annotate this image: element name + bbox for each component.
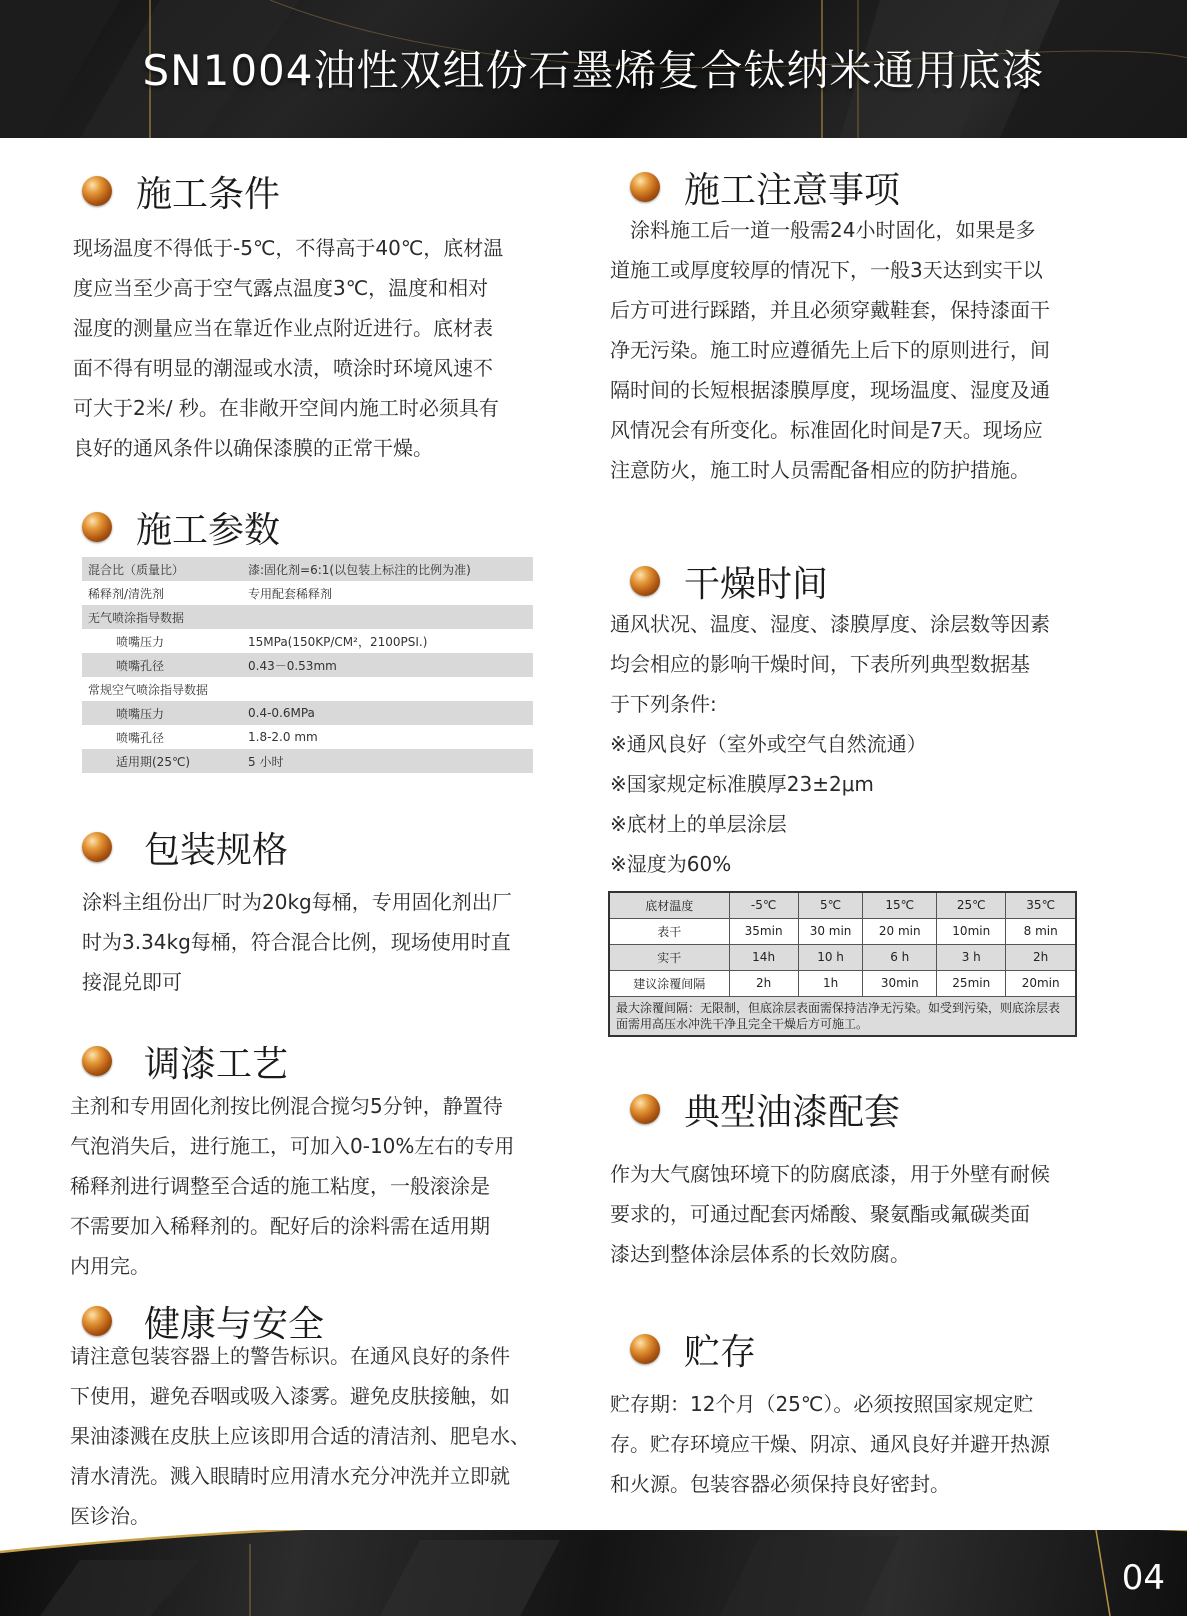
- drying-time-table: [608, 891, 1077, 1037]
- param-value: [242, 605, 533, 629]
- text-line: 清水清洗。溅入眼睛时应用清水充分冲洗并立即就: [70, 1464, 510, 1488]
- param-value: 5 小时: [242, 749, 533, 773]
- param-key: 常规空气喷涂指导数据: [88, 682, 209, 697]
- table-cell: 20 min: [863, 918, 937, 944]
- table-row: [609, 970, 1076, 996]
- text-line: 风情况会有所变化。标准固化时间是7天。现场应: [610, 418, 1043, 442]
- table-cell: 2h: [1006, 944, 1076, 970]
- bullet-ball-icon: [630, 566, 660, 596]
- table-header-row: [609, 892, 1076, 918]
- table-row: [82, 629, 533, 653]
- page-header: [0, 0, 1187, 138]
- param-key: 稀释剂/清洗剂: [88, 586, 165, 601]
- section-title: 典型油漆配套: [684, 1092, 901, 1133]
- table-row: [609, 944, 1076, 970]
- table-cell: 30min: [863, 970, 937, 996]
- text-line: 度应当至少高于空气露点温度3℃，温度和相对: [73, 276, 489, 300]
- text-line: 涂料施工后一道一般需24小时固化，如果是多: [610, 218, 1036, 242]
- bullet-ball-icon: [82, 1046, 112, 1076]
- section-mixing: [70, 1040, 562, 1286]
- table-header-cell: 底材温度: [609, 892, 729, 918]
- text-line: 内用完。: [70, 1254, 150, 1278]
- table-cell: 6 h: [863, 944, 937, 970]
- text-line: 果油漆溅在皮肤上应该即用合适的清洁剂、肥皂水、: [70, 1424, 530, 1448]
- text-line: 良好的通风条件以确保漆膜的正常干燥。: [73, 436, 433, 460]
- param-value: 0.43－0.53mm: [242, 653, 533, 677]
- section-body: [610, 1384, 1110, 1504]
- section-health-safety: [70, 1300, 562, 1536]
- text-line: ※通风良好（室外或空气自然流通）: [610, 732, 927, 756]
- section-title: 包装规格: [144, 830, 289, 871]
- text-line: 时为3.34kg每桶，符合混合比例，现场使用时直: [82, 930, 511, 954]
- section-title: 健康与安全: [144, 1304, 325, 1345]
- table-row: [82, 605, 533, 629]
- section-construction-params: [82, 506, 562, 554]
- section-title: 调漆工艺: [144, 1044, 289, 1085]
- text-line: 要求的，可通过配套丙烯酸、聚氨酯或氟碳类面: [610, 1202, 1030, 1226]
- bullet-ball-icon: [82, 176, 112, 206]
- text-line: 漆达到整体涂层体系的长效防腐。: [610, 1242, 910, 1266]
- text-line: 注意防火，施工时人员需配备相应的防护措施。: [610, 458, 1030, 482]
- table-cell: 14h: [729, 944, 798, 970]
- param-value: 15MPa(150KP/CM²，2100PSI.): [248, 634, 428, 649]
- text-line: 主剂和专用固化剂按比例混合搅匀5分钟，静置待: [70, 1094, 503, 1118]
- section-title: 施工条件: [136, 174, 281, 215]
- table-cell: 8 min: [1006, 918, 1076, 944]
- section-title: 干燥时间: [684, 564, 829, 605]
- page-title: SN1004油性双组份石墨烯复合钛纳米通用底漆: [142, 46, 1045, 95]
- text-line: 稀释剂进行调整至合适的施工粘度，一般滚涂是: [70, 1174, 490, 1198]
- text-line: 通风状况、温度、湿度、漆膜厚度、涂层数等因素: [610, 612, 1050, 636]
- table-header-cell: 15℃: [863, 892, 937, 918]
- bullet-ball-icon: [630, 172, 660, 202]
- text-line: 医诊治。: [70, 1504, 150, 1528]
- text-line: 湿度的测量应当在靠近作业点附近进行。底材表: [73, 316, 493, 340]
- table-cell: 10 h: [798, 944, 863, 970]
- table-cell: 实干: [609, 944, 729, 970]
- table-row: [82, 557, 533, 581]
- param-value: 专用配套稀释剂: [248, 586, 333, 601]
- text-line: 请注意包装容器上的警告标识。在通风良好的条件: [70, 1344, 510, 1368]
- param-key: 混合比（质量比）: [82, 557, 242, 581]
- table-cell: 表干: [609, 918, 729, 944]
- table-cell: 20min: [1006, 970, 1076, 996]
- table-header-cell: 35℃: [1006, 892, 1076, 918]
- param-key: 喷嘴压力: [116, 634, 165, 649]
- text-line: ※底材上的单层涂层: [610, 812, 787, 836]
- page-footer: [0, 1530, 1187, 1616]
- bullet-ball-icon: [630, 1334, 660, 1364]
- section-construction-conditions: [73, 170, 562, 468]
- section-body: [610, 210, 1110, 490]
- text-line: 面不得有明显的潮湿或水渍，喷涂时环境风速不: [73, 356, 493, 380]
- text-line: 贮存期：12个月（25℃）。必须按照国家规定贮: [610, 1392, 1034, 1416]
- text-line: 现场温度不得低于-5℃，不得高于40℃，底材温: [73, 236, 504, 260]
- section-body: [73, 228, 562, 468]
- text-line: 和火源。包装容器必须保持良好密封。: [610, 1472, 950, 1496]
- section-body: [82, 882, 562, 1002]
- params-table: [82, 557, 533, 773]
- text-line: 均会相应的影响干燥时间，下表所列典型数据基: [610, 652, 1030, 676]
- table-row: [609, 918, 1076, 944]
- section-body: [70, 1086, 562, 1286]
- table-note: 最大涂覆间隔：无限制，但底涂层表面需保持洁净无污染。如受到污染，则底涂层表面需用高压水冲洗干净且完全干燥后方可施工。: [609, 996, 1076, 1036]
- table-row: [82, 581, 533, 605]
- table-row: [82, 653, 533, 677]
- text-line: 不需要加入稀释剂的。配好后的涂料需在适用期: [70, 1214, 490, 1238]
- text-line: 于下列条件:: [610, 692, 717, 716]
- param-value: 1.8-2.0 mm: [248, 730, 318, 744]
- table-cell: 3 h: [937, 944, 1006, 970]
- param-key: 喷嘴孔径: [116, 730, 165, 745]
- param-value: [242, 677, 533, 701]
- page-number: 04: [1121, 1558, 1165, 1598]
- text-line: ※国家规定标准膜厚23±2μm: [610, 772, 874, 796]
- table-row: [82, 701, 533, 725]
- table-row: [82, 749, 533, 773]
- param-value: 0.4-0.6MPa: [242, 701, 533, 725]
- section-body: [70, 1336, 562, 1536]
- section-body: [610, 604, 1110, 884]
- table-cell: 10min: [937, 918, 1006, 944]
- text-line: 净无污染。施工时应遵循先上后下的原则进行，间: [610, 338, 1050, 362]
- param-key: 无气喷涂指导数据: [82, 605, 242, 629]
- text-line: 接混兑即可: [82, 970, 182, 994]
- param-key: 适用期(25℃): [82, 749, 242, 773]
- table-header-cell: -5℃: [729, 892, 798, 918]
- section-storage: [610, 1328, 1110, 1504]
- table-row: [82, 725, 533, 749]
- text-line: 隔时间的长短根据漆膜厚度，现场温度、湿度及通: [610, 378, 1050, 402]
- text-line: 可大于2米/ 秒。在非敞开空间内施工时必须具有: [73, 396, 499, 420]
- text-line: 涂料主组份出厂时为20kg每桶，专用固化剂出厂: [82, 890, 512, 914]
- section-drying-time: [610, 560, 1110, 884]
- param-key: 喷嘴孔径: [82, 653, 242, 677]
- text-line: 存。贮存环境应干燥、阴凉、通风良好并避开热源: [610, 1432, 1050, 1456]
- section-title: 施工注意事项: [684, 170, 901, 211]
- bullet-ball-icon: [82, 512, 112, 542]
- table-cell: 建议涂覆间隔: [609, 970, 729, 996]
- param-value: 漆:固化剂=6:1(以包装上标注的比例为准): [242, 557, 533, 581]
- table-header-cell: 5℃: [798, 892, 863, 918]
- text-line: ※湿度为60%: [610, 852, 732, 876]
- bullet-ball-icon: [630, 1094, 660, 1124]
- section-construction-notes: [610, 166, 1110, 490]
- bullet-ball-icon: [82, 832, 112, 862]
- table-header-cell: 25℃: [937, 892, 1006, 918]
- text-line: 下使用，避免吞咽或吸入漆雾。避免皮肤接触，如: [70, 1384, 510, 1408]
- text-line: 道施工或厚度较厚的情况下，一般3天达到实干以: [610, 258, 1043, 282]
- text-line: 气泡消失后，进行施工，可加入0-10%左右的专用: [70, 1134, 515, 1158]
- section-packaging: [82, 826, 562, 1002]
- table-cell: 25min: [937, 970, 1006, 996]
- text-line: 作为大气腐蚀环境下的防腐底漆，用于外壁有耐候: [610, 1162, 1050, 1186]
- section-typical-system: [610, 1088, 1110, 1274]
- param-key: 喷嘴压力: [82, 701, 242, 725]
- text-line: 后方可进行踩踏，并且必须穿戴鞋套，保持漆面干: [610, 298, 1050, 322]
- section-title: 施工参数: [136, 510, 281, 551]
- table-note-row: [609, 996, 1076, 1036]
- table-cell: 35min: [729, 918, 798, 944]
- table-row: [82, 677, 533, 701]
- section-body: [610, 1154, 1110, 1274]
- table-cell: 1h: [798, 970, 863, 996]
- table-cell: 2h: [729, 970, 798, 996]
- section-title: 贮存: [684, 1332, 757, 1373]
- footer-decoration: [0, 1530, 1187, 1616]
- table-cell: 30 min: [798, 918, 863, 944]
- bullet-ball-icon: [82, 1306, 112, 1336]
